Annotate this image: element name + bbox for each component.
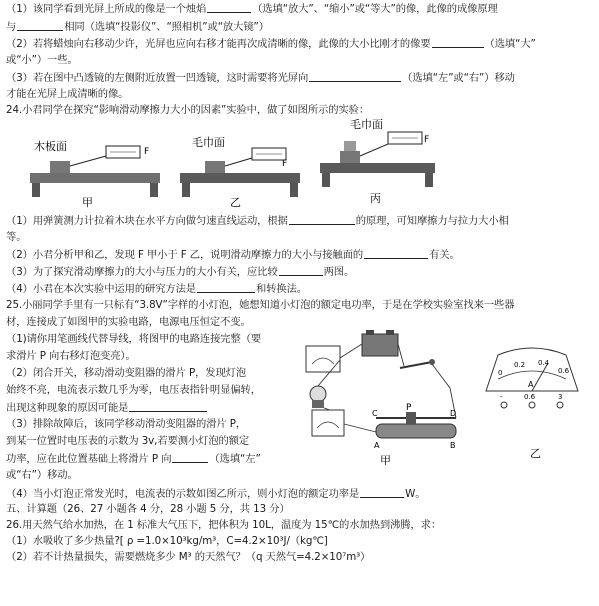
text-line [6,265,354,279]
text-line [6,316,251,329]
scale-label: 0.2 [514,361,526,369]
text-segment: 等。 [6,231,27,243]
surface-label: 木板面 [34,140,67,153]
text-segment: 有关。 [429,249,460,261]
text-segment: 相同（选填“投影仪”、“照相机”或“放大镜”） [64,21,269,33]
text-segment: 求滑片 P 向右移灯泡变亮）。 [6,350,136,362]
text-line [6,435,249,448]
force-label: F [282,159,288,169]
slider-label: P [406,403,412,413]
friction-figure [20,118,440,208]
answer-blank[interactable] [279,265,323,276]
text-line [6,551,370,564]
text-line [6,469,78,482]
panel-label: 甲 [82,196,93,208]
answer-blank[interactable] [289,214,355,225]
text-segment: （3）为了探究滑动摩擦力的大小与压力的大小有关，应比较 [6,266,278,278]
text-segment: （1）水吸收了多少热量?[ ρ =1.0×10³kg/m³，C=4.2×10³J/（kg℃] [6,535,328,547]
text-segment: 与 [6,21,17,33]
text-segment: 两图。 [323,266,355,278]
answer-blank[interactable] [17,20,63,31]
friction-panel-yi [180,135,300,208]
panel-label: 丙 [370,192,381,205]
scale-label: 0.4 [538,359,550,367]
text-line [6,333,261,346]
answer-blank[interactable] [129,401,207,412]
circuit-figure [300,328,480,468]
text-segment: 材，连接成了如图甲的实验电路，电源电压恒定不变。 [6,316,251,328]
text-segment: （4）当小灯泡正常发光时，电流表的示数如图乙所示，则小灯泡的额定功率是 [6,488,360,500]
text-segment: （2）若将蜡烛向右移动少许，光屏也应向右移才能再次成清晰的像，此像的大小比刚才的像要 [6,38,431,50]
text-line [6,350,136,363]
text-segment: （4）小君在本次实验中运用的研究方法是 [6,283,196,295]
text-segment: 25.小丽同学手里有一只标有“3.8V”字样的小灯泡，她想知道小灯泡的额定电功率，于是在学校实验室找来一些器 [6,299,515,311]
text-line [6,231,26,244]
text-segment: （1）用弹簧测力计拉着木块在水平方向做匀速直线运动，根据 [6,215,288,227]
ammeter-figure [478,345,588,465]
text-segment: 五、计算题（26、27 小题各 4 分，28 小题 5 分，共 13 分） [6,503,290,515]
text-segment: （3）排除故障后，该同学移动滑动变阻器的滑片 P， [6,418,247,430]
panel-label: 甲 [380,454,391,467]
text-segment: （2）若不计热量损失，需要燃烧多少 M³ 的天然气？（q 天然气=4.2×10⁷m³） [6,551,371,563]
text-segment: （1）该同学看到光屏上所成的像是一个烛焰 [6,3,207,15]
panel-label: 乙 [230,196,241,208]
text-segment: 的原理，可知摩擦力与拉力大小相 [355,215,509,227]
text-segment: 才能在光屏上成清晰的像。 [6,88,129,100]
answer-blank[interactable] [197,282,255,293]
text-line [6,54,78,67]
text-segment: （选填“左” [209,453,261,465]
text-line [6,384,261,397]
text-segment: （2）小君分析甲和乙，发现 F 甲小于 F 乙，说明滑动摩擦力的大小与接触面的 [6,249,364,261]
text-segment: （3）若在图中凸透镜的左侧附近放置一凹透镜，这时需要将光屏向 [6,72,309,84]
terminal-label: - [500,393,503,401]
ammeter-symbol: A [528,380,534,389]
text-segment: （选填“放大”、“缩小”或“等大”的像，此像的成像原理 [252,3,498,15]
text-segment: 26.用天然气给水加热，在 1 标准大气压下，把体积为 10L，温度为 15℃的水加热到沸腾，求： [6,519,442,531]
text-line [6,20,269,34]
terminal-label: 3 [558,393,563,401]
terminal-label: D [450,409,457,418]
text-line [6,519,441,532]
text-line [6,88,128,101]
answer-blank[interactable] [360,487,404,498]
surface-label: 毛巾面 [350,118,383,131]
text-segment: （2）闭合开关，移动滑动变阻器的滑片 P，发现灯泡 [6,367,247,379]
text-line [6,367,246,380]
text-line [6,248,460,262]
scale-label: 0 [498,369,503,377]
text-segment: （选填“大” [484,38,536,50]
text-line [6,71,515,85]
text-segment: 始终不亮，电流表示数几乎为零，电压表指针明显偏转， [6,384,261,396]
text-segment: （选填“左”或“右”）移动 [402,72,515,84]
surface-label: 毛巾面 [192,136,225,149]
text-line [6,401,208,415]
text-segment: W。 [405,488,426,500]
text-line [6,418,246,431]
answer-blank[interactable] [172,452,208,463]
answer-blank[interactable] [364,248,428,259]
text-segment: 出现这种现象的原因可能是 [6,402,129,414]
text-segment: 或“小”）一些。 [6,54,78,66]
answer-blank[interactable] [432,37,484,48]
text-line [6,104,369,117]
text-line [6,503,290,516]
answer-blank[interactable] [207,2,251,13]
friction-panel-bing [320,118,435,205]
text-line [6,299,514,312]
text-line [6,2,498,16]
text-line [6,214,509,228]
text-segment: 和转换法。 [256,283,307,295]
scale-label: 0.6 [558,367,570,375]
text-line [6,535,328,548]
text-line [6,37,536,51]
text-segment: 到某一位置时电压表的示数为 3v,若要测小灯泡的额定 [6,435,250,447]
text-segment: （1)请你用笔画线代替导线，将图甲的电路连接完整（要 [6,333,262,345]
text-segment: 功率，应在此位置基础上将滑片 P 向 [6,453,172,465]
terminal-label: A [374,441,380,450]
text-segment: 24.小君同学在探究“影响滑动摩擦力大小的因素”实验中，做了如图所示的实验： [6,104,370,116]
force-label: F [144,147,150,157]
terminal-label: B [450,441,456,450]
text-line [6,452,261,466]
terminal-label: 0.6 [524,393,536,401]
force-label: F [424,135,430,145]
text-segment: 或“右”）移动。 [6,469,78,481]
text-line [6,282,307,296]
panel-label: 乙 [530,447,541,460]
text-line [6,487,425,501]
friction-panel-jia [30,139,160,208]
terminal-label: C [372,409,378,418]
answer-blank[interactable] [309,71,401,82]
